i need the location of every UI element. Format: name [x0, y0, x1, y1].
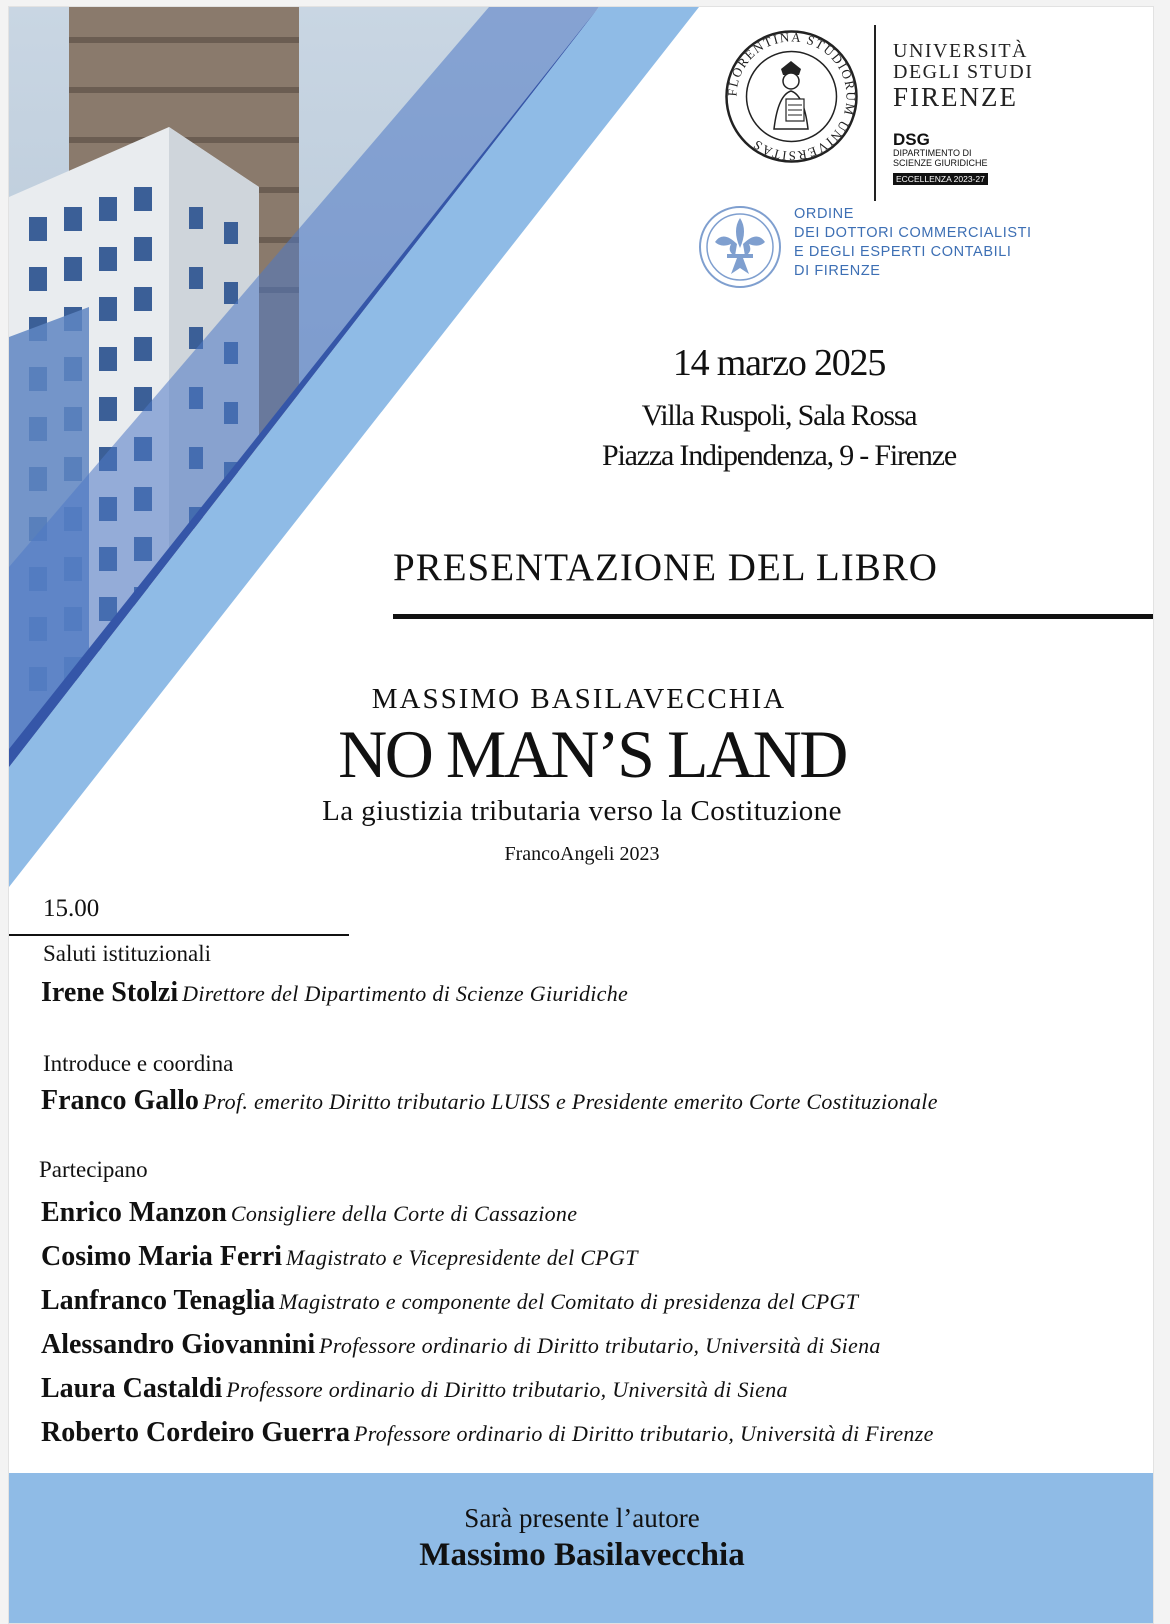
order-name-line: E DEGLI ESPERTI CONTABILI: [794, 244, 1012, 260]
footer-note: Sarà presente l’autore: [464, 1503, 700, 1533]
speaker-row: [41, 1329, 881, 1361]
department-abbr: DSG: [893, 130, 930, 149]
speaker-role: Prof. emerito Diritto tributario LUISS e Presidente emerito Corte Costituzionale: [202, 1089, 938, 1114]
order-name-line: DEI DOTTORI COMMERCIALISTI: [794, 225, 1032, 241]
event-address: Piazza Indipendenza, 9 - Firenze: [602, 439, 956, 472]
speaker-role: Magistrato e Vicepresidente del CPGT: [286, 1245, 638, 1270]
speaker-row: [41, 1285, 858, 1317]
university-name-line: FIRENZE: [893, 82, 1018, 112]
order-name: [794, 205, 1032, 281]
speaker-role: Professore ordinario di Diritto tributario, Università di Siena: [319, 1333, 881, 1358]
book-subtitle: La giustizia tributaria verso la Costituzione: [322, 795, 842, 827]
book-title: NO MAN’S LAND: [338, 716, 846, 792]
book-author: MASSIMO BASILAVECCHIA: [371, 683, 787, 715]
speaker-row: [41, 1373, 788, 1405]
university-name-line: DEGLI STUDI: [893, 61, 1034, 83]
speaker-row: [41, 1241, 638, 1273]
heading-rule: [393, 614, 1154, 619]
speaker-row: [41, 1085, 938, 1117]
speaker-role: Professore ordinario di Diritto tributario, Università di Firenze: [353, 1421, 934, 1446]
time-rule: [9, 934, 349, 936]
moderator-label: Introduce e coordina: [43, 1051, 234, 1076]
speaker-name: Roberto Cordeiro Guerra: [41, 1417, 350, 1448]
speaker-name: Enrico Manzon: [41, 1197, 227, 1228]
speaker-role: Consigliere della Corte di Cassazione: [230, 1201, 578, 1226]
seal-inscription: FLORENTINA STUDIORUM UNIVERSITAS: [724, 29, 859, 164]
speaker-row: [41, 1197, 577, 1229]
book-publisher: FrancoAngeli 2023: [504, 843, 660, 865]
university-name-line: UNIVERSITÀ: [893, 40, 1028, 62]
speaker-role: Direttore del Dipartimento di Scienze Giuridiche: [182, 981, 629, 1006]
fleur-de-lis-icon: [697, 204, 783, 290]
speaker-name: Franco Gallo: [41, 1085, 199, 1116]
department-name-line: SCIENZE GIURIDICHE: [893, 158, 988, 168]
order-name-line: DI FIRENZE: [794, 263, 881, 279]
participants-label: Partecipano: [39, 1157, 148, 1182]
speaker-name: Irene Stolzi: [41, 977, 179, 1008]
event-date: 14 marzo 2025: [672, 342, 886, 384]
program-time: 15.00: [43, 895, 100, 922]
event-flyer: [8, 6, 1154, 1624]
university-seal-icon: [724, 29, 859, 164]
logo-divider: [874, 25, 876, 201]
department-logo: [893, 131, 988, 187]
speaker-name: Laura Castaldi: [41, 1373, 223, 1404]
greetings-label: Saluti istituzionali: [43, 941, 212, 966]
speaker-row: [41, 1417, 934, 1449]
excellence-badge: ECCELLENZA 2023-27: [893, 173, 988, 185]
speaker-name: Alessandro Giovannini: [41, 1329, 316, 1360]
university-name: [893, 41, 1033, 111]
speaker-name: Lanfranco Tenaglia: [41, 1285, 276, 1316]
footer-author: Massimo Basilavecchia: [419, 1537, 745, 1573]
speaker-role: Magistrato e componente del Comitato di presidenza del CPGT: [279, 1289, 859, 1314]
order-name-line: ORDINE: [794, 206, 854, 222]
footer-banner: [9, 1473, 1154, 1624]
section-heading: PRESENTAZIONE DEL LIBRO: [393, 546, 938, 589]
event-venue: Villa Ruspoli, Sala Rossa: [641, 399, 917, 432]
speaker-name: Cosimo Maria Ferri: [41, 1241, 283, 1272]
speaker-row: [41, 977, 628, 1009]
speaker-role: Professore ordinario di Diritto tributario, Università di Siena: [226, 1377, 788, 1402]
department-name-line: DIPARTIMENTO DI: [893, 148, 972, 158]
